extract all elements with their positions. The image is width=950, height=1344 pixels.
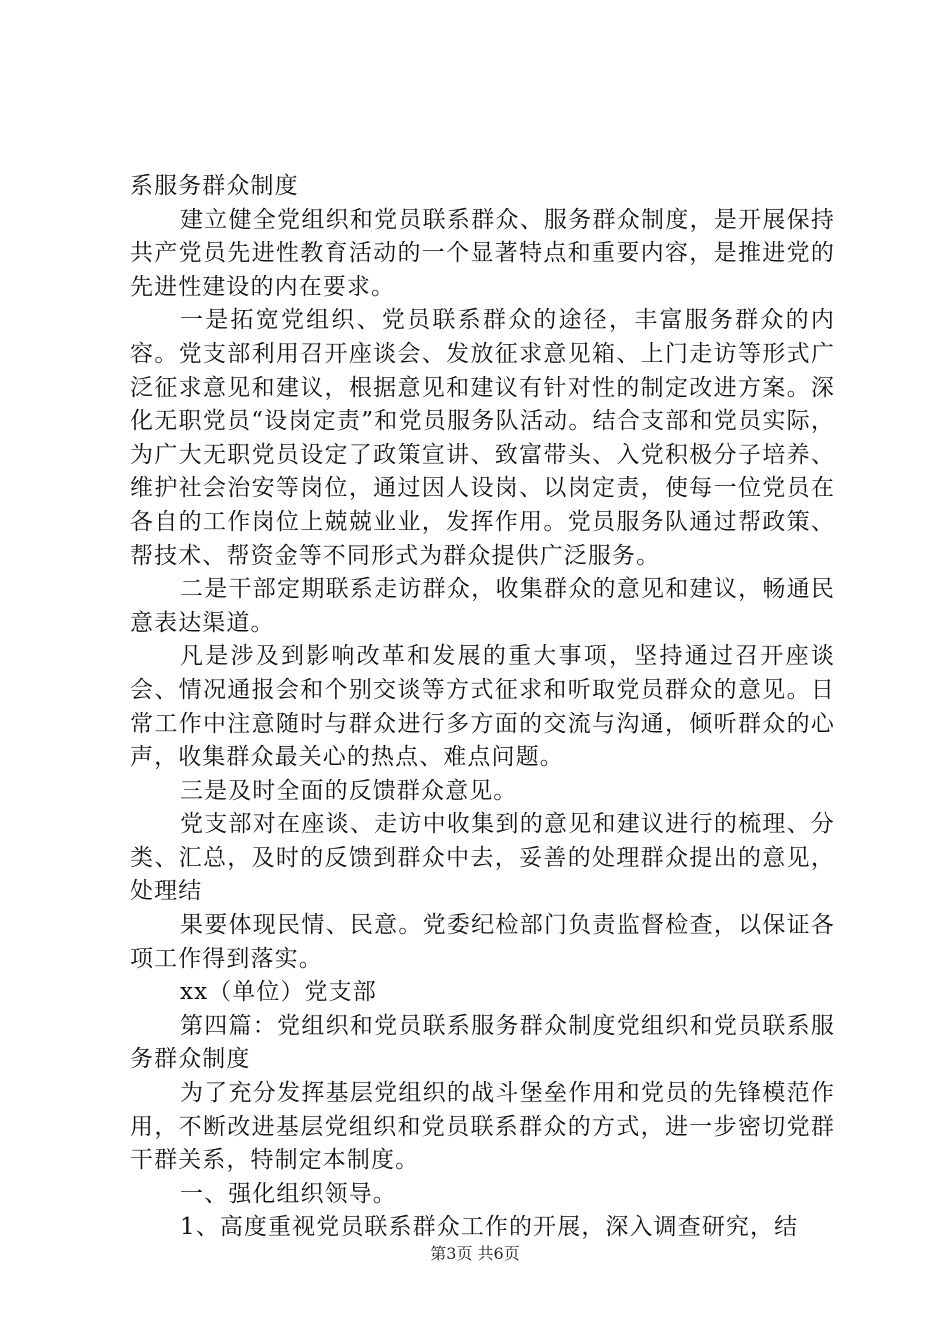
paragraph: 凡是涉及到影响改革和发展的重大事项，坚持通过召开座谈会、情况通报会和个别交谈等方式征求和听取党员群众的意见。日常工作中注意随时与群众进行多方面的交流与沟通，倾听群众的心声，收集群众最关心的热点、难点问题。 <box>130 643 835 771</box>
paragraph: 系服务群众制度 <box>130 173 299 199</box>
section-heading: 一、强化组织领导。 <box>180 1180 397 1207</box>
paragraph: 果要体现民情、民意。党委纪检部门负责监督检查，以保证各项工作得到落实。 <box>130 912 835 972</box>
page-number: 第3页 共6页 <box>430 1244 520 1263</box>
paragraph: 三是及时全面的反馈群众意见。 <box>180 777 518 804</box>
document-body <box>130 170 835 1245</box>
paragraph: 党支部对在座谈、走访中收集到的意见和建议进行的梳理、分类、汇总，及时的反馈到群众中去，妥善的处理群众提出的意见，处理结 <box>130 811 835 905</box>
paragraph: 一是拓宽党组织、党员联系群众的途径，丰富服务群众的内容。党支部利用召开座谈会、发放征求意见箱、上门走访等形式广泛征求意见和建议，根据意见和建议有针对性的制定改进方案。深化无职党员“设岗定责”和党员服务队活动。结合支部和党员实际，为广大无职党员设定了政策宣讲、致富带头、入党积极分子培养、维护社会治安等岗位，通过因人设岗、以岗定责，使每一位党员在各自的工作岗位上兢兢业业，发挥作用。党员服务队通过帮政策、帮技术、帮资金等不同形式为群众提供广泛服务。 <box>130 307 835 569</box>
paragraph: 1、高度重视党员联系群众工作的开展，深入调查研究，结 <box>180 1214 799 1241</box>
signature-line: xx（单位）党支部 <box>180 979 377 1006</box>
section-heading: 第四篇：党组织和党员联系服务群众制度党组织和党员联系服务群众制度 <box>130 1012 835 1073</box>
paragraph: 二是干部定期联系走访群众，收集群众的意见和建议，畅通民意表达渠道。 <box>130 576 835 636</box>
paragraph: 为了充分发挥基层党组织的战斗堡垒作用和党员的先锋模范作用，不断改进基层党组织和党员联系群众的方式，进一步密切党群干群关系，特制定本制度。 <box>130 1080 835 1174</box>
paragraph: 建立健全党组织和党员联系群众、服务群众制度，是开展保持共产党员先进性教育活动的一个显著特点和重要内容，是推进党的先进性建设的内在要求。 <box>130 206 835 300</box>
